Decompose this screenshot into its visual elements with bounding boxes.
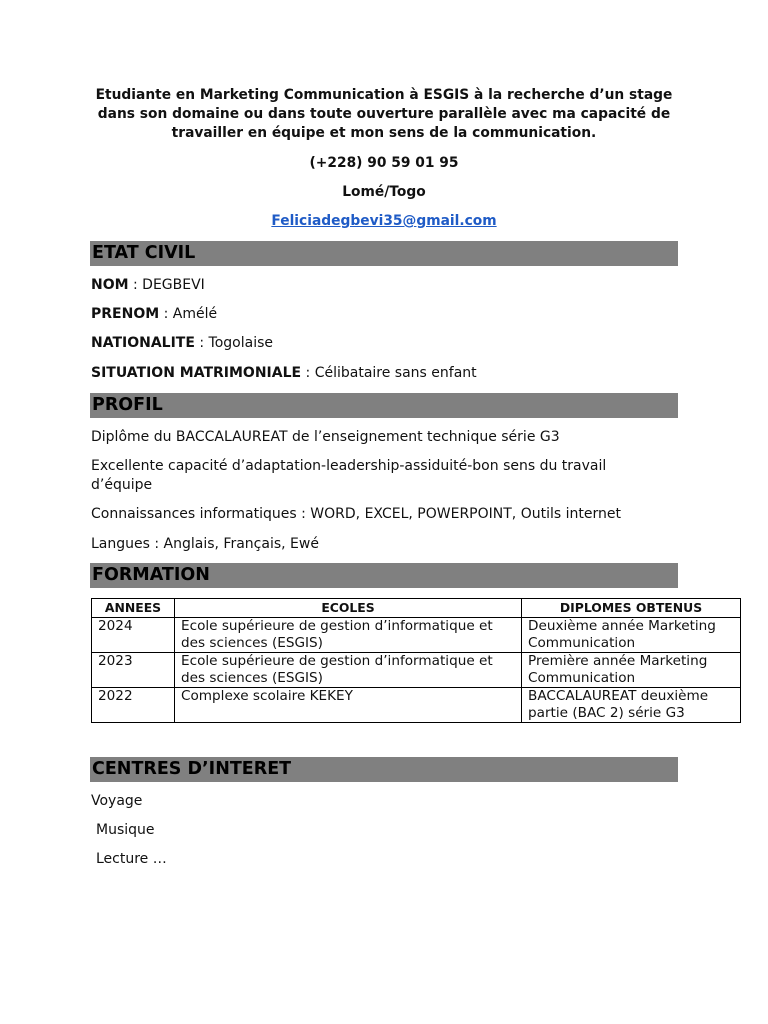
- table-row: [92, 688, 741, 723]
- table-cell-year: 2024: [92, 618, 175, 653]
- table-header-row: [92, 599, 741, 618]
- interest-item: Musique: [96, 822, 155, 838]
- etat-civil-prenom: [91, 305, 217, 324]
- column-header: ANNEES: [92, 599, 175, 618]
- formation-table: [91, 598, 741, 723]
- profil-item: Langues : Anglais, Français, Ewé: [91, 536, 319, 552]
- table-row: [92, 653, 741, 688]
- etat-civil-nationalite: [91, 334, 273, 353]
- intro-statement: Etudiante en Marketing Communication à ESGIS à la recherche d’un stage dans son domaine ou dans toute ouverture parallèle avec ma capacité de travailler en équipe et mon sens de la communication.: [95, 87, 673, 141]
- location: Lomé/Togo: [342, 184, 426, 200]
- table-cell-year: 2023: [92, 653, 175, 688]
- table-cell-diplome: Deuxième année Marketing Communication: [522, 618, 741, 653]
- profil-item: Diplôme du BACCALAUREAT de l’enseignement technique série G3: [91, 429, 560, 445]
- profil-item: Connaissances informatiques : WORD, EXCEL, POWERPOINT, Outils internet: [91, 506, 621, 522]
- field-value: : Togolaise: [194, 335, 273, 351]
- field-label: NATIONALITE: [91, 335, 195, 351]
- field-label: SITUATION MATRIMONIALE: [91, 365, 302, 381]
- etat-civil-situation: [91, 364, 477, 383]
- column-header: ECOLES: [175, 599, 522, 618]
- table-cell-ecole: Ecole supérieure de gestion d’informatique et des sciences (ESGIS): [175, 653, 522, 688]
- field-label: PRENOM: [91, 306, 160, 322]
- field-value: : Célibataire sans enfant: [301, 365, 477, 381]
- table-cell-ecole: Complexe scolaire KEKEY: [175, 688, 522, 723]
- section-header-etat-civil: ETAT CIVIL: [90, 241, 678, 266]
- email-link[interactable]: Feliciadegbevi35@gmail.com: [271, 213, 497, 229]
- interest-item: Voyage: [91, 793, 143, 809]
- field-value: : DEGBEVI: [128, 277, 205, 293]
- field-value: : Amélé: [159, 306, 218, 322]
- table-cell-year: 2022: [92, 688, 175, 723]
- etat-civil-nom: [91, 276, 205, 295]
- table-row: [92, 618, 741, 653]
- section-header-profil: PROFIL: [90, 393, 678, 418]
- column-header: DIPLOMES OBTENUS: [522, 599, 741, 618]
- section-header-centres-interet: CENTRES D’INTERET: [90, 757, 678, 782]
- table-cell-diplome: Première année Marketing Communication: [522, 653, 741, 688]
- section-header-formation: FORMATION: [90, 563, 678, 588]
- interest-item: Lecture …: [96, 851, 167, 867]
- table-cell-ecole: Ecole supérieure de gestion d’informatique et des sciences (ESGIS): [175, 618, 522, 653]
- phone-number: (+228) 90 59 01 95: [309, 155, 459, 171]
- table-cell-diplome: BACCALAUREAT deuxième partie (BAC 2) série G3: [522, 688, 741, 723]
- profil-item: Excellente capacité d’adaptation-leadership-assiduité-bon sens du travail d’équipe: [91, 458, 607, 493]
- field-label: NOM: [91, 277, 129, 293]
